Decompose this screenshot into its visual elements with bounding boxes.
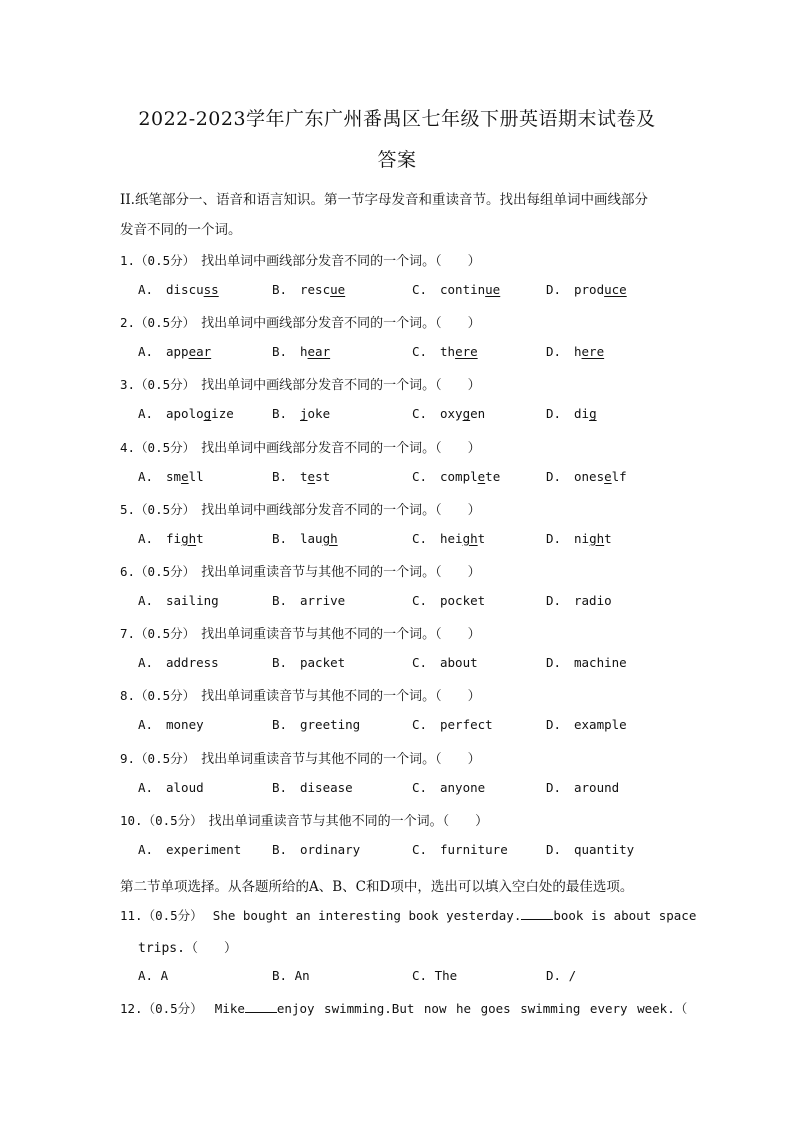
option-c (412, 842, 508, 857)
question-11 (120, 906, 696, 924)
question-number: 11.（0.5分） (120, 908, 203, 923)
option-a (138, 780, 204, 795)
option-underlined-part: ear (307, 344, 331, 360)
question-number: 3.（0.5分） (120, 377, 196, 393)
option-letter: B. (272, 841, 288, 857)
question-number: 8.（0.5分） (120, 688, 196, 704)
option-c (412, 344, 478, 359)
option-word-part: t (604, 530, 612, 546)
option-word-part: arrive (300, 593, 346, 608)
option-word-part: radio (574, 593, 612, 608)
question-2-options (0, 344, 794, 362)
question-text: 找出单词重读音节与其他不同的一个词。（ ） (201, 565, 481, 580)
question-4-options (0, 469, 794, 487)
question-8-options (0, 717, 794, 735)
question-6-options (0, 593, 794, 611)
option-underlined-part: uce (604, 282, 627, 297)
option-underlined-part: gh (322, 530, 338, 546)
option-word-part: anyone (440, 779, 486, 795)
option-letter: B. (272, 282, 288, 297)
option-b (272, 531, 338, 546)
option-word-part: packet (300, 655, 346, 671)
option-letter: A. (138, 841, 154, 857)
option-letter: C. (412, 717, 428, 733)
option-underlined-part: ue (330, 282, 346, 297)
option-a (138, 469, 204, 484)
question-5 (120, 499, 481, 518)
option-a (138, 593, 219, 608)
option-letter: D. (546, 530, 562, 546)
option-word-part: ll (188, 468, 204, 484)
question-text: 找出单词重读音节与其他不同的一个词。（ ） (201, 689, 481, 705)
option-word-part: prod (574, 282, 605, 297)
option-word-part: h (574, 344, 582, 360)
answer-blank (245, 1000, 277, 1013)
option-word-part: oke (307, 406, 331, 422)
option-letter: C. (412, 282, 428, 297)
option-word-part: lf (611, 468, 627, 484)
option-b (272, 780, 353, 795)
option-word-part: te (485, 468, 501, 484)
option-underlined-part: ear (188, 344, 212, 360)
question-11-options (0, 968, 794, 986)
option-b (272, 344, 330, 359)
option-word-part: app (166, 344, 189, 360)
option-letter: A. (138, 717, 154, 733)
option-a (138, 282, 219, 297)
option-a (138, 344, 211, 359)
option-word-part: ni (574, 530, 590, 546)
option-word-part: ize (211, 406, 234, 422)
question-number: 5.（0.5分） (120, 501, 196, 517)
option-word-part: st (315, 468, 331, 484)
option-word-part: machine (574, 655, 627, 671)
option-word-part: th (440, 344, 456, 360)
option-word-part: quantity (574, 841, 635, 857)
question-text: 找出单词重读音节与其他不同的一个词。（ ） (201, 627, 481, 643)
option-word-part: money (166, 717, 204, 733)
option-underlined-part: e (604, 468, 612, 484)
option-word-part: aloud (166, 779, 204, 795)
option-c: C. The (412, 968, 458, 983)
question-text: 找出单词中画线部分发音不同的一个词。（ ） (201, 440, 481, 456)
option-b (272, 842, 360, 857)
question-2 (120, 312, 481, 331)
option-word-part: hei (440, 530, 463, 546)
option-letter: C. (412, 655, 428, 671)
option-letter: C. (412, 841, 428, 857)
option-a (138, 406, 234, 421)
section-1-header-cont: 发音不同的一个词。 (120, 222, 242, 238)
option-letter: B. (272, 593, 288, 608)
option-letter: D. (546, 841, 562, 857)
option-word-part: compl (440, 468, 478, 484)
option-a (138, 531, 204, 546)
option-d (546, 344, 604, 359)
option-c (412, 282, 500, 297)
option-c (412, 655, 478, 670)
question-11-cont: trips.（ ） (138, 941, 237, 956)
option-c (412, 469, 500, 484)
option-word-part: di (574, 406, 590, 422)
question-3 (120, 374, 481, 393)
option-word-part: experiment (166, 841, 242, 857)
option-word-part: fi (166, 530, 182, 546)
question-1 (120, 250, 481, 269)
document-title-line-1: 2022-2023学年广东广州番禺区七年级下册英语期末试卷及 (138, 108, 656, 130)
option-d (546, 717, 627, 732)
option-letter: B. (272, 406, 288, 422)
option-underlined-part: e (181, 468, 189, 484)
option-underlined-part: gh (181, 530, 197, 546)
question-text: 找出单词中画线部分发音不同的一个词。（ ） (201, 316, 481, 332)
option-d (546, 469, 627, 484)
question-9-options (0, 780, 794, 798)
question-number: 10.（0.5分） (120, 812, 203, 828)
question-1-options (0, 282, 794, 300)
option-word-part: around (574, 779, 620, 795)
option-word-part: furniture (440, 841, 508, 857)
option-b: B. An (272, 968, 310, 983)
option-letter: D. (546, 655, 562, 671)
option-letter: C. (412, 344, 428, 360)
option-underlined-part: ere (581, 344, 605, 360)
option-c (412, 406, 485, 421)
option-letter: B. (272, 468, 288, 484)
question-number: 1.（0.5分） (120, 253, 196, 268)
option-word-part: t (300, 468, 308, 484)
option-d (546, 842, 634, 857)
question-10 (120, 810, 488, 829)
answer-blank (521, 907, 553, 920)
option-underlined-part: g (462, 406, 471, 422)
option-letter: A. (138, 530, 154, 546)
option-letter: A. (138, 779, 154, 795)
option-word-part: discu (166, 282, 204, 297)
option-letter: A. (138, 344, 154, 360)
option-letter: A. (138, 655, 154, 671)
option-word-part: h (300, 344, 308, 360)
option-letter: B. (272, 655, 288, 671)
option-d (546, 593, 612, 608)
option-letter: B. (272, 530, 288, 546)
question-text: 找出单词重读音节与其他不同的一个词。（ ） (201, 751, 481, 767)
option-c (412, 780, 485, 795)
option-word-part: example (574, 717, 627, 733)
option-b (272, 717, 360, 732)
question-12 (120, 999, 687, 1017)
question-6 (120, 561, 481, 580)
option-c (412, 593, 485, 608)
option-letter: C. (412, 530, 428, 546)
question-text: 找出单词中画线部分发音不同的一个词。（ ） (201, 254, 481, 269)
option-b (272, 282, 345, 297)
option-word-part: address (166, 655, 219, 671)
option-word-part: en (470, 406, 486, 422)
section-2-header: 第二节单项选择。从各题所给的A、B、C和D项中，选出可以填入空白处的最佳选项。 (120, 879, 634, 895)
option-word-part: sailing (166, 593, 219, 608)
option-underlined-part: g (203, 406, 212, 422)
option-d: D. / (546, 968, 577, 983)
option-letter: A. (138, 468, 154, 484)
option-letter: C. (412, 593, 428, 608)
question-9 (120, 748, 481, 767)
option-letter: C. (412, 406, 428, 422)
question-number: 7.（0.5分） (120, 626, 196, 642)
option-underlined-part: gh (462, 530, 478, 546)
option-b (272, 469, 330, 484)
option-word-part: resc (300, 282, 331, 297)
option-letter: A. (138, 282, 154, 297)
question-number: 9.（0.5分） (120, 750, 196, 766)
question-8 (120, 685, 481, 704)
option-word-part: apolo (166, 406, 204, 422)
question-5-options (0, 531, 794, 549)
option-word-part: about (440, 655, 478, 671)
question-number: 6.（0.5分） (120, 564, 196, 579)
question-text: 找出单词重读音节与其他不同的一个词。（ ） (208, 813, 489, 829)
option-word-part: oxy (440, 406, 463, 422)
option-letter: D. (546, 282, 562, 297)
option-word-part: greeting (300, 717, 361, 733)
option-d (546, 282, 627, 297)
option-letter: A. (138, 406, 154, 422)
option-c (412, 717, 493, 732)
option-underlined-part: e (307, 468, 316, 484)
option-b (272, 655, 345, 670)
question-text: Mike (214, 1001, 245, 1016)
option-underlined-part: ue (485, 282, 501, 297)
option-d (546, 780, 619, 795)
option-a (138, 717, 204, 732)
option-word-part: t (196, 530, 204, 546)
option-word-part: ones (574, 468, 605, 484)
option-word-part: lau (300, 530, 323, 546)
question-7-options (0, 655, 794, 673)
question-4 (120, 437, 481, 456)
option-word-part: perfect (440, 717, 493, 733)
question-number: 2.（0.5分） (120, 315, 196, 331)
option-word-part: ordinary (300, 841, 361, 857)
option-a (138, 655, 219, 670)
option-letter: C. (412, 468, 428, 484)
option-d (546, 655, 627, 670)
option-underlined-part: ere (455, 344, 478, 360)
option-letter: D. (546, 593, 562, 608)
option-underlined-part: g (589, 406, 597, 422)
option-b (272, 406, 330, 421)
option-letter: D. (546, 717, 562, 733)
option-word-part: sm (166, 468, 182, 484)
option-letter: A. (138, 593, 154, 608)
option-word-part: t (477, 530, 486, 546)
option-letter: D. (546, 344, 562, 360)
option-a: A. A (138, 968, 169, 983)
option-d (546, 531, 612, 546)
option-word-part: pocket (440, 593, 486, 608)
question-3-options (0, 406, 794, 424)
option-letter: D. (546, 468, 562, 484)
option-letter: B. (272, 344, 288, 360)
document-title-line-2: 答案 (377, 149, 417, 171)
option-a (138, 842, 241, 857)
question-10-options (0, 842, 794, 860)
option-letter: D. (546, 406, 562, 422)
option-underlined-part: j (300, 406, 308, 422)
question-number: 4.（0.5分） (120, 439, 196, 455)
option-word-part: disease (300, 779, 353, 795)
option-b (272, 593, 345, 608)
question-number: 12.（0.5分） (120, 1001, 203, 1016)
question-text: 找出单词中画线部分发音不同的一个词。（ ） (201, 502, 481, 518)
question-text: She bought an interesting book yesterday. (212, 908, 522, 923)
option-d (546, 406, 597, 421)
question-7 (120, 623, 481, 642)
option-letter: C. (412, 779, 428, 795)
question-text-cont: enjoy swimming.But now he goes swimming every week.（ (276, 1001, 688, 1016)
option-c (412, 531, 485, 546)
option-letter: B. (272, 779, 288, 795)
option-letter: B. (272, 717, 288, 733)
question-text-cont: book is about space (553, 908, 697, 923)
question-text: 找出单词中画线部分发音不同的一个词。（ ） (201, 378, 481, 394)
section-1-header: II.纸笔部分一、语音和语言知识。第一节字母发音和重读音节。找出每组单词中画线部分 (120, 192, 648, 208)
option-underlined-part: e (477, 468, 486, 484)
option-letter: D. (546, 779, 562, 795)
option-underlined-part: ss (203, 282, 219, 297)
option-word-part: contin (440, 282, 486, 297)
option-underlined-part: gh (589, 530, 605, 546)
